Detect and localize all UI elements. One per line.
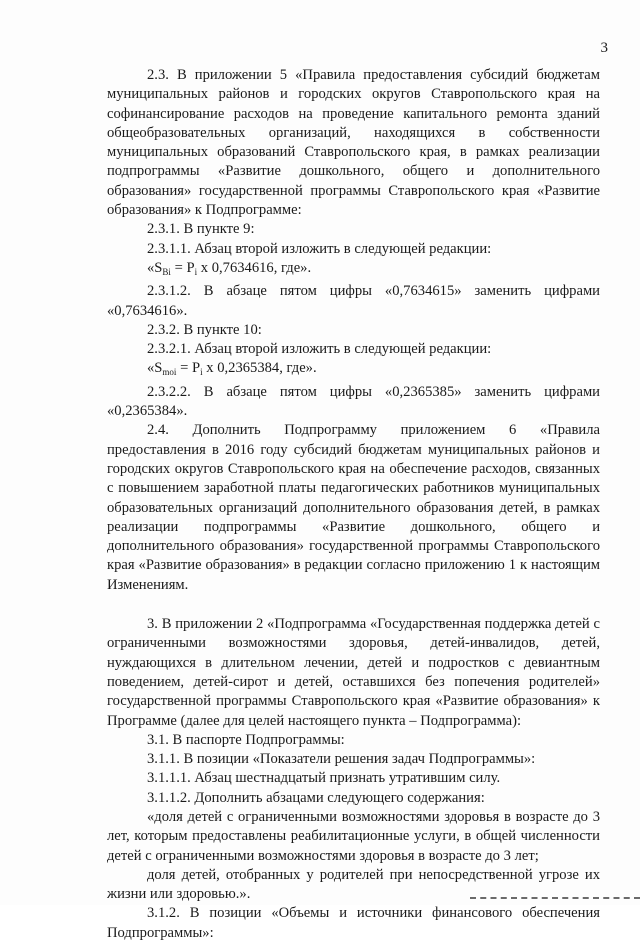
paragraph-3-1: 3.1. В паспорте Подпрограммы: <box>147 731 345 748</box>
paragraph-2-3-1: 2.3.1. В пункте 9: <box>147 221 255 238</box>
paragraph-2-3-1-2: 2.3.1.2. В абзаце пятом цифры «0,7634615» заменить цифрами «0,7634616». <box>107 283 600 319</box>
paragraph-3-1-1-2: 3.1.1.2. Дополнить абзацами следующего содержания: <box>147 789 485 806</box>
formula-s-moi: «$S_{moi} = P_i$ x 0,2365384, где». <box>147 360 317 378</box>
paragraph-2-3-2-2: 2.3.2.2. В абзаце пятом цифры «0,2365385» заменить цифрами «0,2365384». <box>107 383 600 420</box>
formula-s-bi: «$S_{Bi} = P_i$ x 0,7634616, где». <box>147 259 312 277</box>
paragraph-2-3-2-1: 2.3.2.1. Абзац второй изложить в следующей редакции: <box>147 341 492 358</box>
paragraph-2-3-1-1: 2.3.1.1. Абзац второй изложить в следующей редакции: <box>147 240 492 257</box>
paragraph-3-1-1: 3.1.1. В позиции «Показатели решения задач Подпрограммы»: <box>147 751 536 768</box>
body-text <box>107 66 600 943</box>
paragraph-2-3-2: 2.3.2. В пункте 10: <box>147 321 262 338</box>
scan-edge-line <box>470 895 640 899</box>
paragraph-3-1-1-1: 3.1.1.1. Абзац шестнадцатый признать утратившим силу. <box>147 770 501 787</box>
paragraph-2-4: 2.4. Дополнить Подпрограмму приложением 6 «Правила предоставления в 2016 году субсидий бюджетам муниципальных районов и городских округов Ставропольского края на обеспечение расходов, связанных с повышением заработной платы педагогических работников муниципальных образовательных организаций дополнительного образования детей, в рамках реализации подпрограммы «Развитие дошкольного, общего и дополнительного образования» государственной программы Ставропольского края «Развитие образования» в редакции согласно приложению 1 к настоящим Изменениям. <box>107 422 600 593</box>
page-number: 3 <box>600 40 608 56</box>
paragraph-3: 3. В приложении 2 «Подпрограмма «Государственная поддержка детей с ограниченными возможностями здоровья, детей-инвалидов, детей, нуждающихся в длительном лечении, детей и подростков с девиантным поведением, детей-сирот и детей, оставшихся без попечения родителей» государственной программы Ставропольского края «Развитие образования» к Программе (далее для целей настоящего пункта – Подпрограмма): <box>107 616 600 729</box>
quoted-paragraph-1: «доля детей с ограниченными возможностями здоровья в возрасте до 3 лет, которым предоставлены реабилитационные услуги, в общей численности детей с ограниченными возможностями здоровья в возрасте до 3 лет; <box>107 808 600 864</box>
quoted-paragraph-2: доля детей, отобранных у родителей при непосредственной угрозе их жизни или здоровью.». <box>107 866 600 903</box>
paragraph-3-1-2: 3.1.2. В позиции «Объемы и источники финансового обеспечения Подпрограммы»: <box>107 905 600 941</box>
paragraph-2-3: 2.3. В приложении 5 «Правила предоставления субсидий бюджетам муниципальных районов и городских округов Ставропольского края на софинансирование расходов на проведение капитального ремонта зданий общеобразовательных организаций, находящихся в собственности муниципальных образований Ставропольского края, в рамках реализации подпрограммы «Развитие дошкольного, общего и дополнительного образования» государственной программы Ставропольского края «Развитие образования» к Подпрограмме: <box>107 67 600 219</box>
